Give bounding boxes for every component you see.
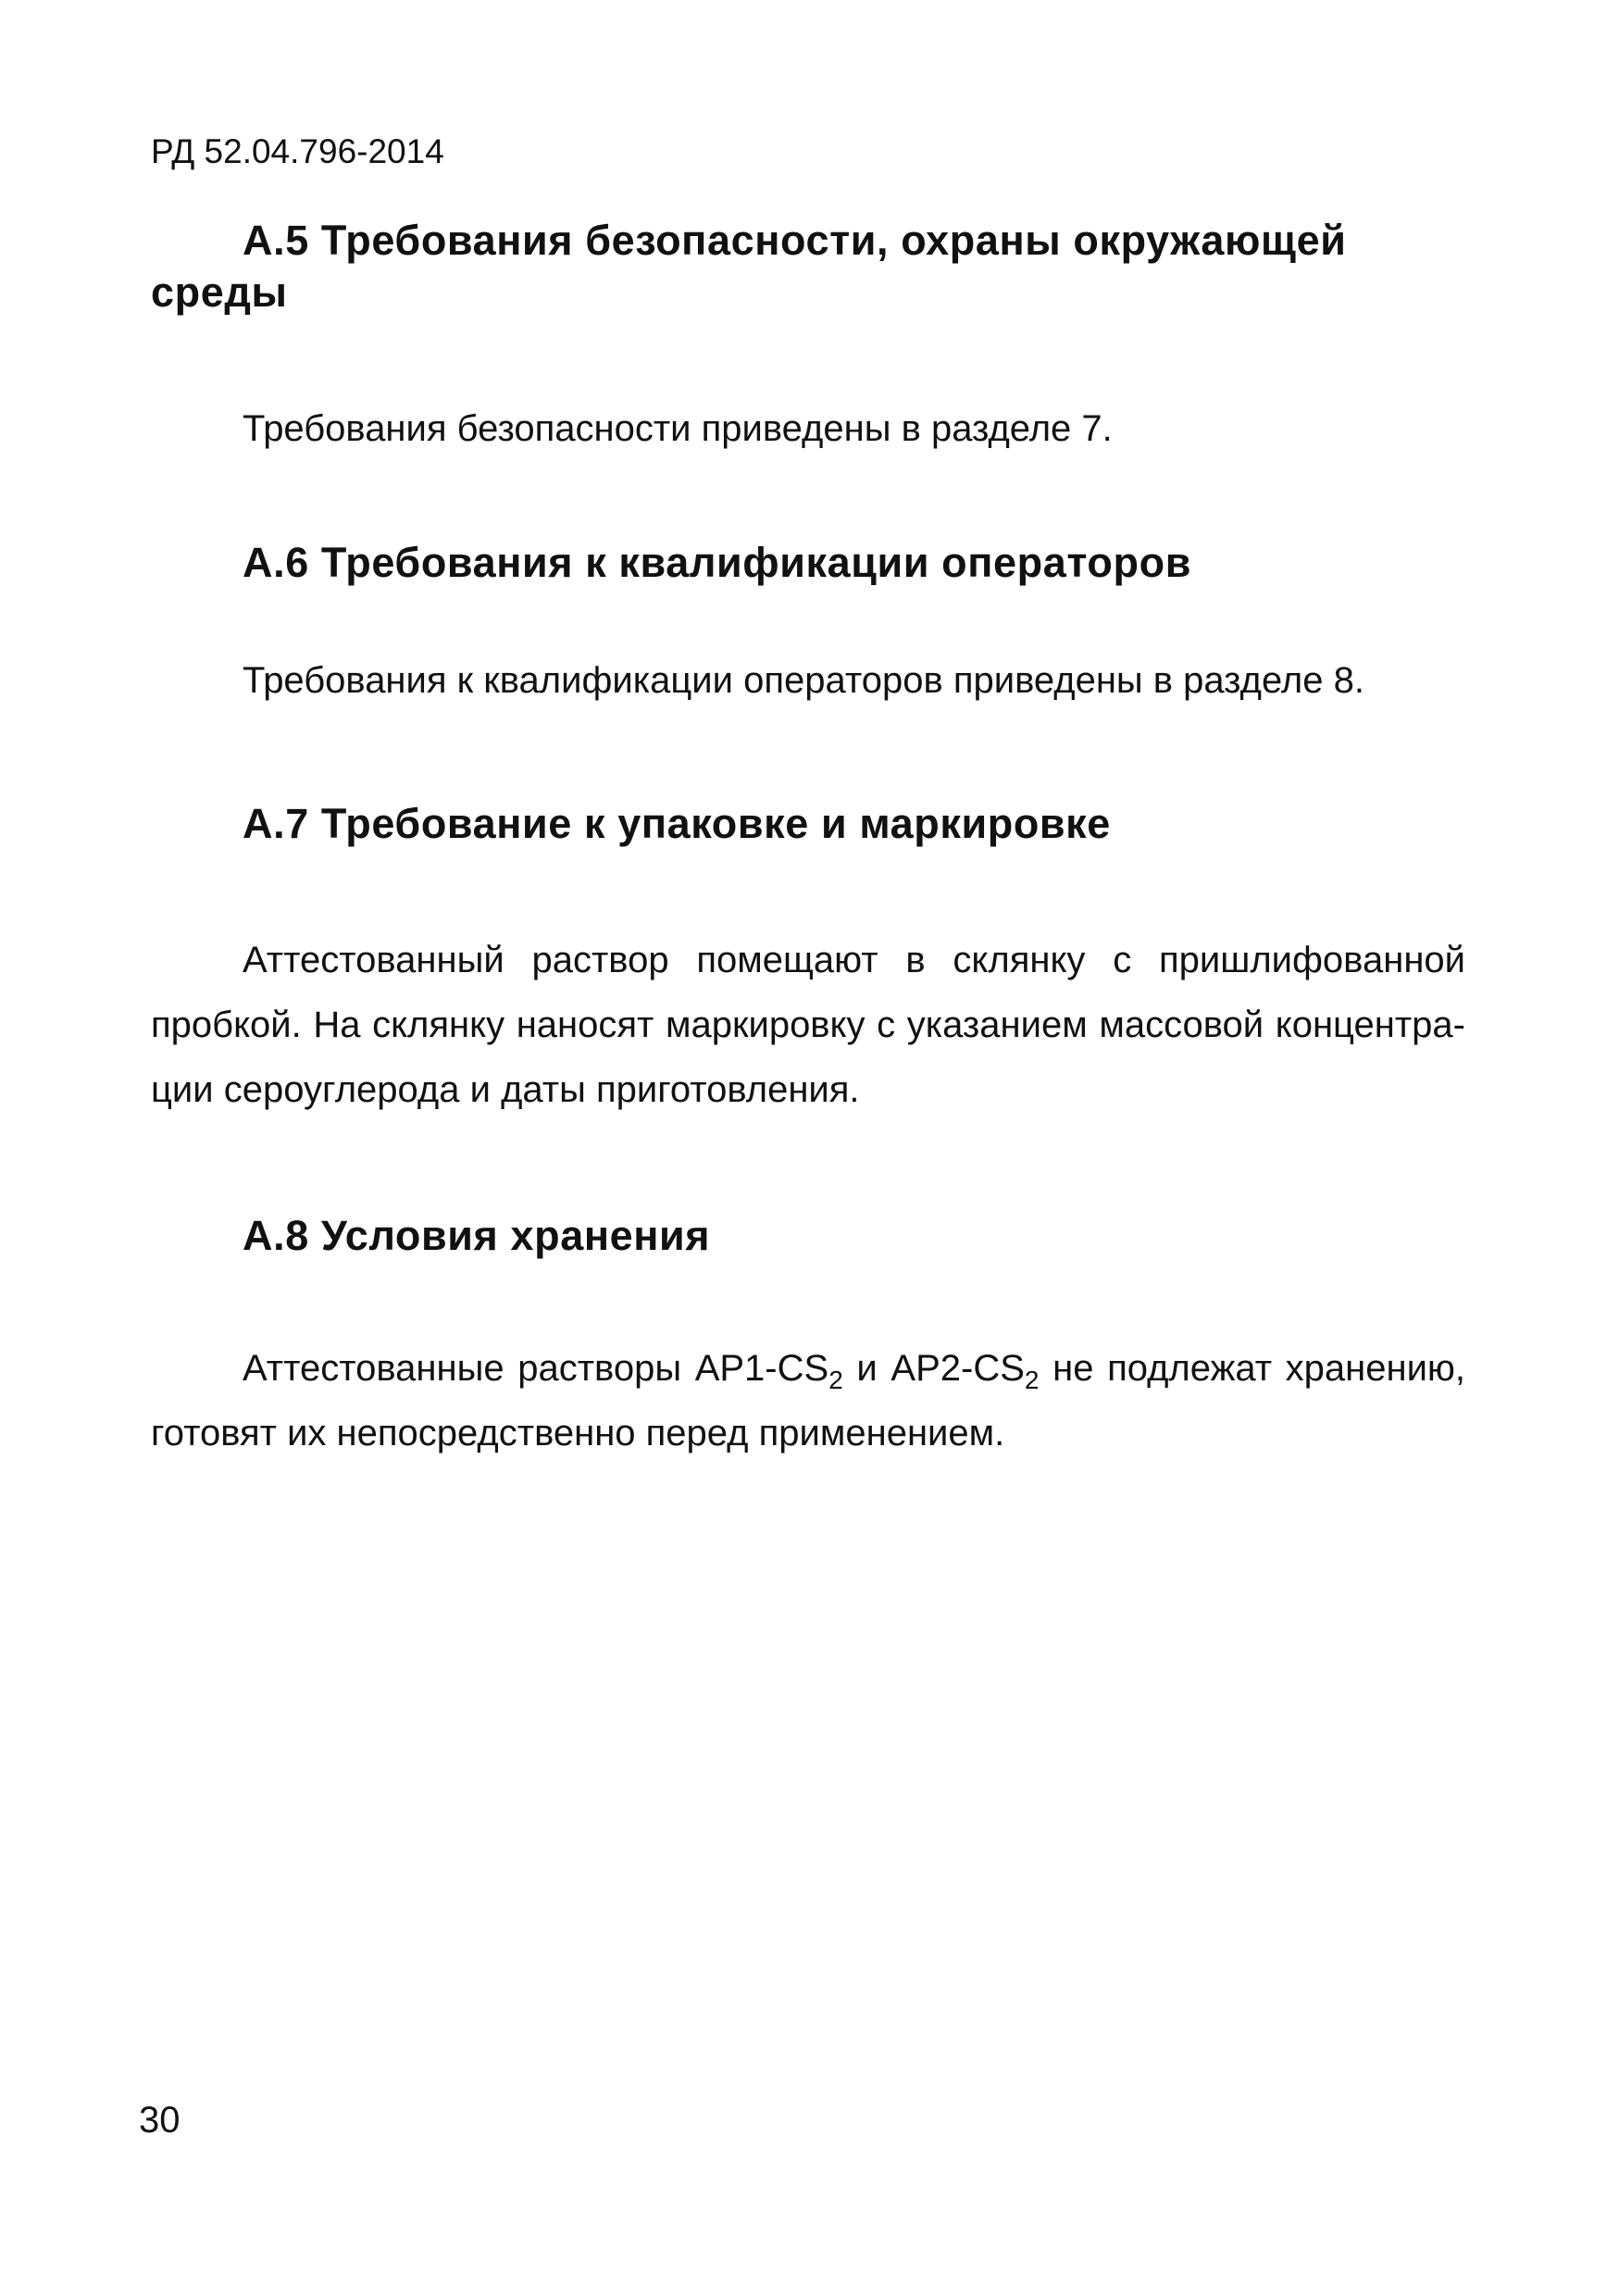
paragraph-line: пробкой. На склянку наносят маркировку с указанием массовой концентра- [151,1004,1465,1045]
paragraph-text: и АР2-CS [842,1348,1025,1389]
page-number: 30 [139,2100,181,2140]
section-a7-heading: А.7 Требование к упаковке и маркировке [243,800,1111,847]
document-code: РД 52.04.796-2014 [151,132,444,170]
paragraph-line: Аттестованный раствор помещают в склянку с пришлифованной [243,940,1465,980]
paragraph-text: не подлежат хранению, [1039,1348,1466,1389]
section-a6-heading: А.6 Требования к квалификации операторов [243,539,1191,586]
subscript: 2 [828,1366,843,1394]
paragraph-text: Аттестованные растворы АР1-CS [243,1348,829,1389]
subscript: 2 [1024,1366,1040,1394]
paragraph-line: ции сероуглерода и даты приготовления. [151,1069,860,1110]
paragraph-line: готовят их непосредственно перед применением. [151,1413,1005,1454]
section-a8-heading: А.8 Условия хранения [243,1212,711,1259]
section-a8-paragraph [151,1336,1465,1466]
section-a5-text: Требования безопасности приведены в разделе 7. [243,408,1113,449]
section-a7-paragraph [151,928,1465,1122]
paragraph-line [151,1336,1465,1401]
section-a6-text: Требования к квалификации операторов приведены в разделе 8. [243,660,1364,701]
section-a5-heading: А.5 Требования безопасности, охраны окружающей среды [151,217,1347,316]
